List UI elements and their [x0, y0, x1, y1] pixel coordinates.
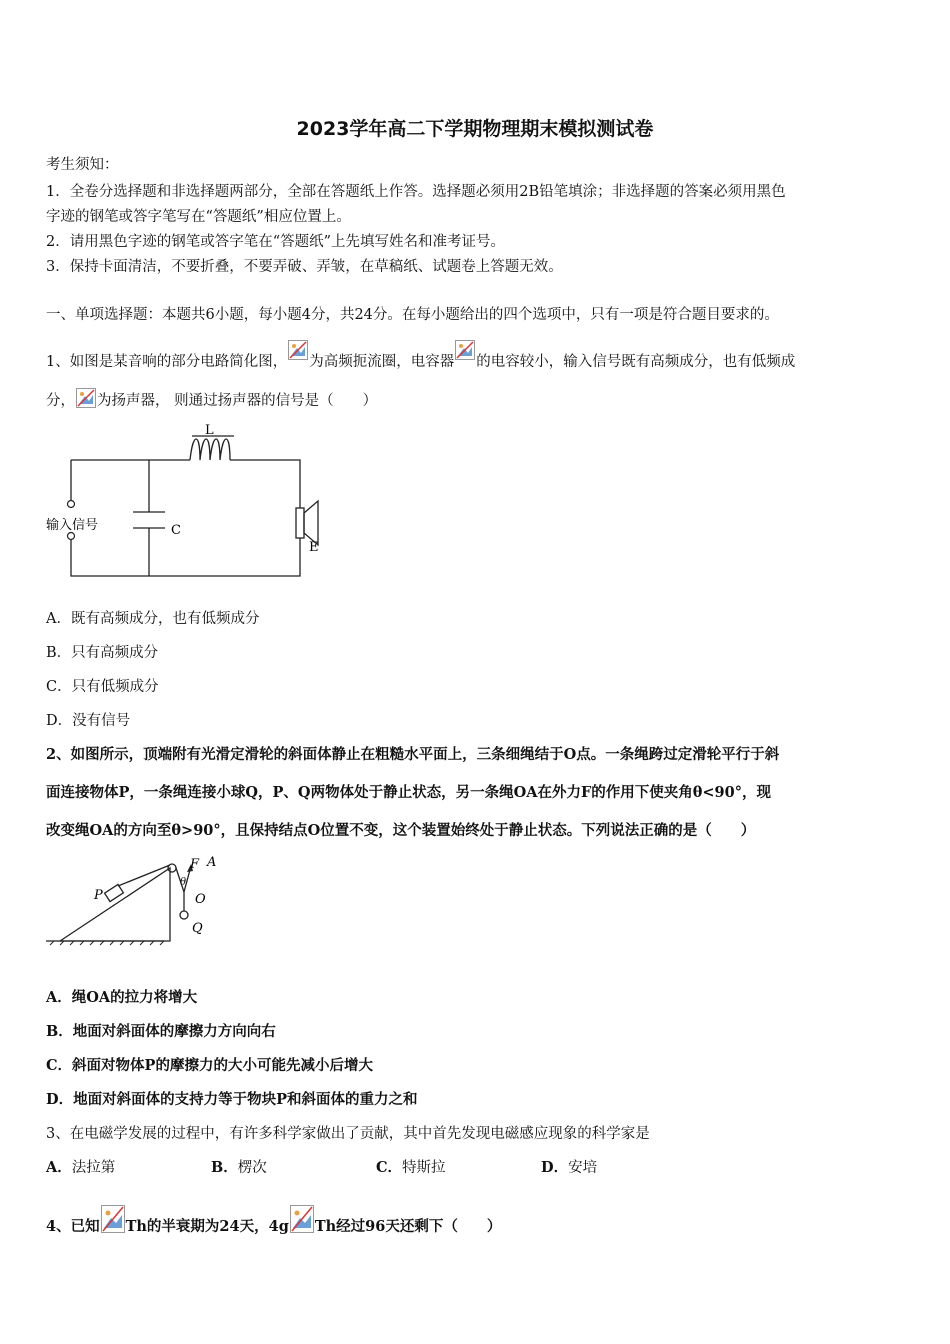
q1-text-b2: 为扬声器， 则通过扬声器的信号是（ ） [97, 393, 378, 409]
q1-option-c: C．只有低频成分 [46, 679, 159, 695]
q3-option-a-value: 法拉第 [71, 1160, 116, 1176]
q1-stem-line1 [46, 340, 795, 371]
q4-text-a: 4、已知 [46, 1218, 100, 1235]
notice-item-1b: 字迹的钢笔或答字笔写在“答题纸”相应位置上。 [46, 209, 351, 225]
notice-item-3: 3．保持卡面清洁，不要折叠，不要弄破、弄皱，在草稿纸、试题卷上答题无效。 [46, 259, 563, 275]
incline-diagram [46, 848, 236, 948]
notice-heading: 考生须知： [46, 157, 119, 173]
circuit-diagram [40, 418, 340, 583]
q4-text-c: Th经过96天还剩下（ ） [314, 1218, 502, 1235]
label-A: A [207, 855, 217, 870]
label-theta: θ [180, 877, 187, 888]
q2-stem-line1: 2、如图所示，顶端附有光滑定滑轮的斜面体静止在粗糙水平面上，三条细绳结于O点。一条绳跨过定滑轮平行于斜 [46, 746, 780, 763]
inline-image-icon [101, 1205, 125, 1233]
q3-option-b-label: B． [211, 1159, 238, 1176]
q3-option-a-label: A． [46, 1159, 72, 1176]
inline-image-icon [288, 340, 308, 360]
q3-option-c-value: 特斯拉 [402, 1160, 446, 1176]
q1-text-a2: 为高频扼流圈，电容器 [309, 354, 455, 370]
label-input-signal: 输入信号 [46, 518, 99, 533]
q3-option-d-value: 安培 [568, 1160, 598, 1176]
page-title: 2023学年高二下学期物理期末模拟测试卷 [296, 118, 654, 140]
inline-image-icon [76, 388, 96, 408]
inline-image-icon [290, 1205, 314, 1233]
q3-option-d-label: D． [541, 1159, 569, 1176]
q1-stem-line2 [46, 388, 377, 410]
q1-option-a: A．既有高频成分，也有低频成分 [46, 611, 260, 627]
label-Q: Q [192, 921, 203, 936]
label-L: L [205, 423, 214, 438]
notice-item-1a: 1．全卷分选择题和非选择题两部分，全部在答题纸上作答。选择题必须用2B铅笔填涂；非选择题的答案必须用黑色 [46, 184, 786, 200]
q2-stem-line2: 面连接物体P，一条绳连接小球Q，P、Q两物体处于静止状态，另一条绳OA在外力F的作用下使夹角θ<90°，现 [46, 784, 771, 801]
q4-text-b: Th的半衰期为24天，4g [125, 1218, 289, 1235]
q2-stem-line3: 改变绳OA的方向至θ>90°，且保持结点O位置不变，这个装置始终处于静止状态。下列说法正确的是（ ） [46, 822, 756, 839]
section-heading: 一、单项选择题：本题共6小题，每小题4分，共24分。在每小题给出的四个选项中，只有一项是符合题目要求的。 [46, 307, 779, 323]
q1-text-a1: 1、如图是某音响的部分电路简化图， [46, 354, 288, 370]
q1-option-b: B．只有高频成分 [46, 645, 159, 661]
notice-item-2: 2．请用黑色字迹的钢笔或答字笔在“答题纸”上先填写姓名和准考证号。 [46, 234, 506, 250]
inline-image-icon [455, 340, 475, 360]
q1-text-a3: 的电容较小，输入信号既有高频成分，也有低频成 [476, 354, 796, 370]
label-E: E [309, 540, 319, 555]
label-C: C [171, 523, 181, 538]
label-P: P [94, 888, 103, 903]
q2-option-b: B．地面对斜面体的摩擦力方向向右 [46, 1023, 276, 1040]
q1-option-d: D．没有信号 [46, 713, 131, 729]
q2-option-d: D．地面对斜面体的支持力等于物块P和斜面体的重力之和 [46, 1091, 418, 1108]
q4-stem [46, 1205, 501, 1236]
q2-option-c: C．斜面对物体P的摩擦力的大小可能先减小后增大 [46, 1057, 373, 1074]
label-F: F [190, 857, 200, 872]
q1-text-b1: 分， [46, 393, 75, 409]
label-O: O [195, 892, 206, 907]
q3-option-c-label: C． [376, 1159, 403, 1176]
q3-stem: 3、在电磁学发展的过程中，有许多科学家做出了贡献，其中首先发现电磁感应现象的科学家是 [46, 1126, 650, 1142]
q2-option-a: A．绳OA的拉力将增大 [46, 989, 198, 1006]
q3-option-b-value: 楞次 [237, 1160, 267, 1176]
